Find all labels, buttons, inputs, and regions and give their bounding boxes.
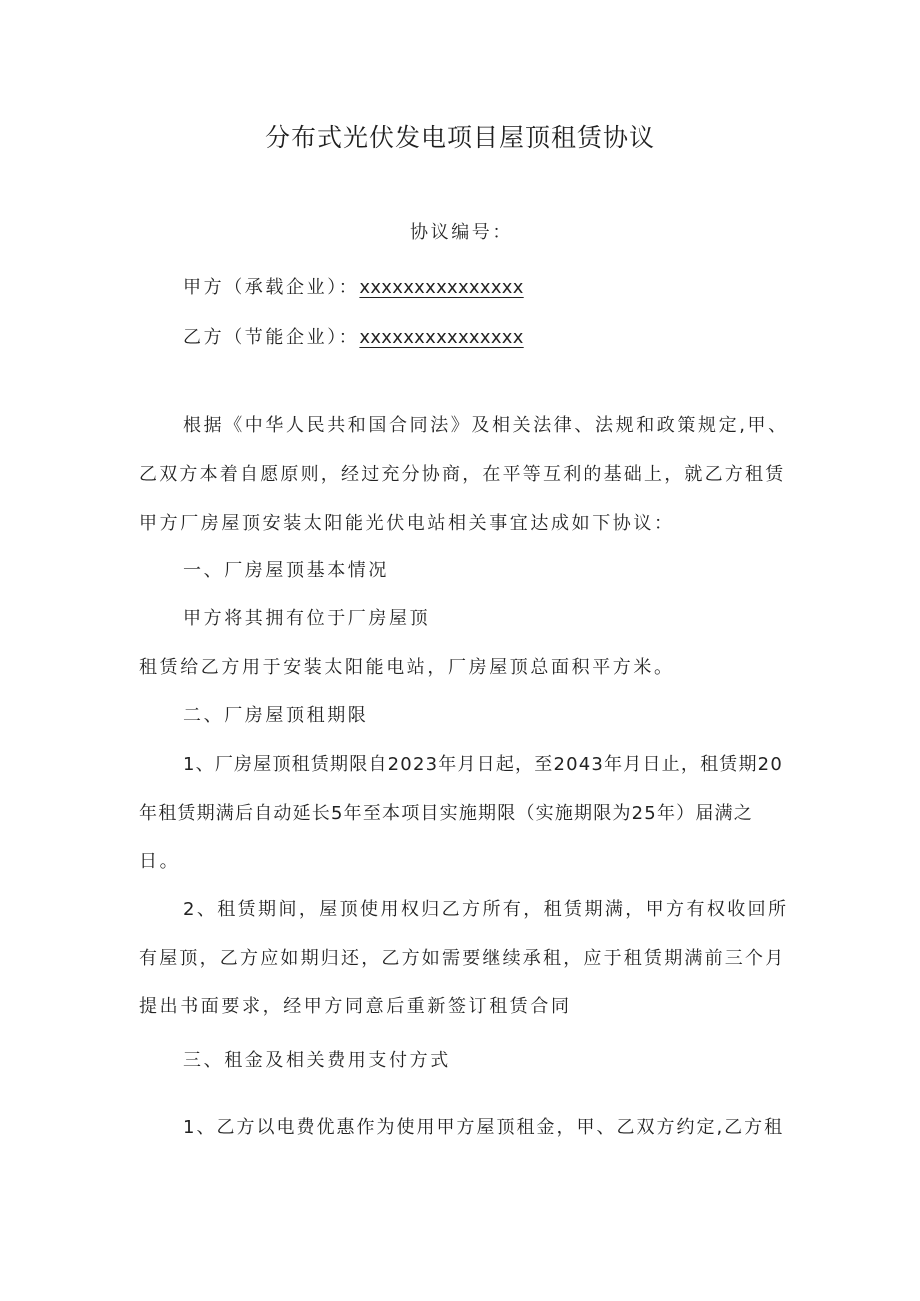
section-2-item-2-line-2: 有屋顶，乙方应如期归还，乙方如需要继续承租，应于租赁期满前三个月 (139, 948, 786, 969)
section-2-item-1-line-3: 日。 (139, 851, 181, 872)
intro-line-1: 根据《中华人民共和国合同法》及相关法律、法规和政策规定,甲、 (183, 415, 789, 436)
party-b-label: 乙方（节能企业）： (183, 327, 360, 348)
section-3-item-1-line-1: 1、乙方以电费优惠作为使用甲方屋顶租金，甲、乙双方约定,乙方租 (183, 1117, 785, 1138)
document-title: 分布式光伏发电项目屋顶租赁协议 (264, 123, 655, 152)
section-1-heading: 一、厂房屋顶基本情况 (183, 560, 389, 581)
party-b-value: xxxxxxxxxxxxxxx (359, 327, 524, 348)
party-a-line (183, 273, 524, 299)
agreement-number-label: 协议编号： (410, 222, 513, 243)
intro-line-2: 乙双方本着自愿原则，经过充分协商，在平等互利的基础上，就乙方租赁 (139, 464, 786, 485)
section-2-heading: 二、厂房屋顶租期限 (183, 705, 369, 726)
section-2-item-1-line-1: 1、厂房屋顶租赁期限自2023年月日起，至2043年月日止，租赁期20 (183, 754, 783, 775)
party-a-label: 甲方（承载企业）： (183, 277, 360, 298)
section-1-line-1: 甲方将其拥有位于厂房屋顶 (183, 608, 431, 629)
section-2-item-1-line-2: 年租赁期满后自动延长5年至本项目实施期限（实施期限为25年）届满之 (139, 803, 753, 824)
section-3-heading: 三、租金及相关费用支付方式 (183, 1050, 451, 1071)
party-a-value: xxxxxxxxxxxxxxx (359, 277, 524, 298)
section-2-item-2-line-1: 2、租赁期间，屋顶使用权归乙方所有，租赁期满，甲方有权收回所 (183, 899, 789, 920)
section-1-line-2: 租赁给乙方用于安装太阳能电站，厂房屋顶总面积平方米。 (139, 657, 675, 678)
intro-line-3: 甲方厂房屋顶安装太阳能光伏电站相关事宜达成如下协议： (139, 513, 675, 534)
section-2-item-2-line-3: 提出书面要求，经甲方同意后重新签订租赁合同 (139, 996, 572, 1017)
party-b-line (183, 323, 524, 349)
